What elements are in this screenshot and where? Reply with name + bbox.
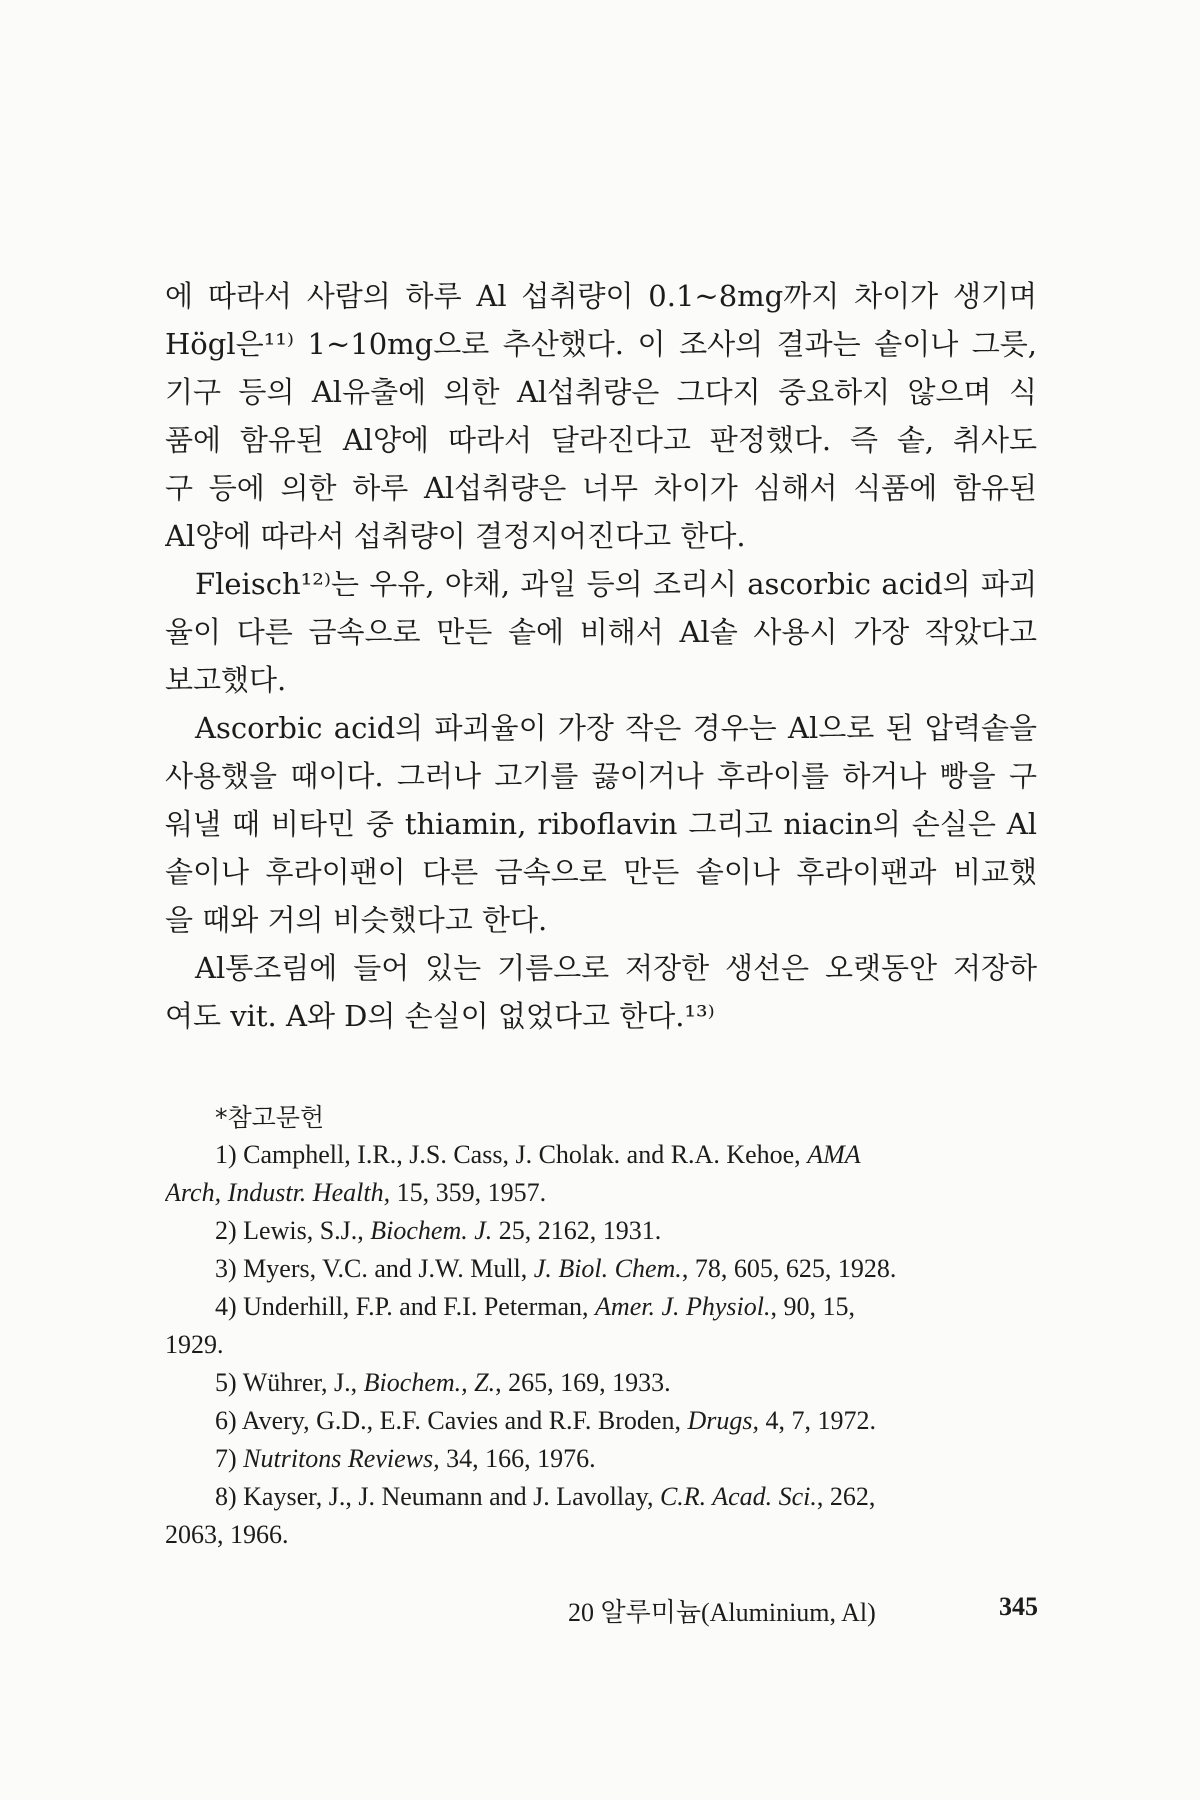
paragraph (165, 560, 1037, 704)
reference-text: 1) Camphell, I.R., J.S. Cass, J. Cholak. and R.A. Kehoe, (215, 1140, 808, 1169)
reference-line (165, 1136, 1037, 1174)
text-line: 율이 다른 금속으로 만든 솥에 비해서 Al솥 사용시 가장 작았다고 (165, 615, 1037, 649)
reference-text: 7) (215, 1444, 244, 1473)
text-line: Högl은¹¹⁾ 1~10mg으로 추산했다. 이 조사의 결과는 솥이나 그릇, (165, 327, 1037, 361)
journal-title: Nutritons Reviews, (243, 1444, 440, 1473)
journal-title: Biochem., Z. (363, 1368, 496, 1397)
reference-text: , 265, 169, 1933. (495, 1368, 671, 1397)
text-line: Fleisch¹²⁾는 우유, 야채, 과일 등의 조리시 ascorbic acid의 파괴 (195, 567, 1037, 601)
reference-line (165, 1440, 1037, 1478)
reference-text: 6) Avery, G.D., E.F. Cavies and R.F. Broden, (215, 1406, 688, 1435)
text-line: Ascorbic acid의 파괴율이 가장 작은 경우는 Al으로 된 압력솥을 (195, 711, 1037, 745)
references-heading: *참고문헌 (215, 1103, 325, 1132)
reference-text: 2) Lewis, S.J., (215, 1216, 371, 1245)
paragraph (165, 272, 1037, 560)
reference-text: 34, 166, 1976. (439, 1444, 596, 1473)
reference-item (165, 1478, 1037, 1554)
reference-text: 25, 2162, 1931. (492, 1216, 662, 1245)
reference-line (165, 1516, 1037, 1554)
reference-text: 15, 359, 1957. (390, 1178, 547, 1207)
journal-title: C.R. Acad. Sci. (659, 1482, 817, 1511)
reference-list (165, 1136, 1037, 1554)
text-line: 사용했을 때이다. 그러나 고기를 끓이거나 후라이를 하거나 빵을 구 (165, 759, 1037, 793)
reference-item (165, 1402, 1037, 1440)
reference-line (165, 1288, 1037, 1326)
reference-text: 4, 7, 1972. (758, 1406, 876, 1435)
text-line: 여도 vit. A와 D의 손실이 없었다고 한다.¹³⁾ (165, 999, 715, 1033)
text-line: Al통조림에 들어 있는 기름으로 저장한 생선은 오랫동안 저장하 (195, 951, 1037, 985)
text-line: 품에 함유된 Al양에 따라서 달라진다고 판정했다. 즉 솥, 취사도 (165, 423, 1037, 457)
journal-title: AMA (807, 1140, 861, 1169)
reference-line (165, 1364, 1037, 1402)
reference-line (165, 1250, 1037, 1288)
reference-text: 8) Kayser, J., J. Neumann and J. Lavollay, (215, 1482, 660, 1511)
journal-title: Amer. J. Physiol. (595, 1292, 771, 1321)
text-line: Al양에 따라서 섭취량이 결정지어진다고 한다. (165, 519, 746, 553)
journal-title: Arch, Industr. Health, (165, 1178, 391, 1207)
text-line: 기구 등의 Al유출에 의한 Al섭취량은 그다지 중요하지 않으며 식 (165, 375, 1037, 409)
journal-title: Biochem. J. (370, 1216, 493, 1245)
reference-item (165, 1364, 1037, 1402)
page-number: 345 (999, 1592, 1038, 1621)
reference-text: , 262, (816, 1482, 876, 1511)
reference-text: 5) Wührer, J., (215, 1368, 364, 1397)
reference-line (165, 1212, 1037, 1250)
reference-text: 4) Underhill, F.P. and F.I. Peterman, (215, 1292, 596, 1321)
text-line: 구 등에 의한 하루 Al섭취량은 너무 차이가 심해서 식품에 함유된 (165, 471, 1037, 505)
text-line: 을 때와 거의 비슷했다고 한다. (165, 903, 548, 937)
body-text (165, 272, 1037, 1040)
reference-line (165, 1402, 1037, 1440)
reference-text: , 78, 605, 625, 1928. (681, 1254, 897, 1283)
reference-text: 2063, 1966. (165, 1520, 289, 1549)
reference-item (165, 1250, 1037, 1288)
text-line: 워낼 때 비타민 중 thiamin, riboflavin 그리고 niacin의 손실은 Al (165, 807, 1037, 841)
reference-item (165, 1212, 1037, 1250)
paragraph (165, 704, 1037, 944)
reference-text: 1929. (165, 1330, 224, 1359)
reference-line (165, 1326, 1037, 1364)
text-line: 에 따라서 사람의 하루 Al 섭취량이 0.1~8mg까지 차이가 생기며 (165, 279, 1037, 313)
reference-line (165, 1478, 1037, 1516)
reference-item (165, 1136, 1037, 1212)
reference-line (165, 1174, 1037, 1212)
journal-title: J. Biol. Chem. (533, 1254, 682, 1283)
journal-title: Drugs, (687, 1406, 759, 1435)
reference-item (165, 1440, 1037, 1478)
reference-text: , 90, 15, (770, 1292, 855, 1321)
text-line: 솥이나 후라이팬이 다른 금속으로 만든 솥이나 후라이팬과 비교했 (165, 855, 1037, 889)
reference-text: 3) Myers, V.C. and J.W. Mull, (215, 1254, 534, 1283)
text-line: 보고했다. (165, 663, 287, 697)
chapter-title: 20 알루미늄(Aluminium, Al) (568, 1598, 876, 1627)
reference-item (165, 1288, 1037, 1364)
page-footer (568, 1592, 1038, 1629)
paragraph (165, 944, 1037, 1040)
